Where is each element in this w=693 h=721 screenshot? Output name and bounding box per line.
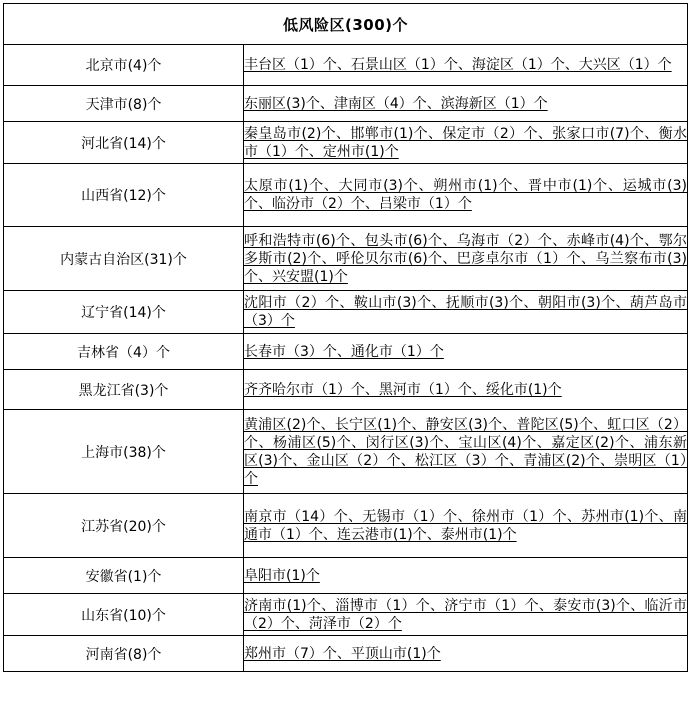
region-detail-text: 南京市（14）个、无锡市（1）个、徐州市（1）个、苏州市(1)个、南通市（1）个、连云港市(1)个、泰州市(1)个 — [244, 508, 687, 543]
region-name: 北京市(4)个 — [4, 45, 244, 86]
low-risk-table — [3, 3, 688, 672]
region-detail — [244, 636, 688, 672]
table-row — [4, 494, 688, 558]
region-detail — [244, 558, 688, 594]
region-detail-text: 呼和浩特市(6)个、包头市(6)个、乌海市（2）个、赤峰市(4)个、鄂尔多斯市(2)个、呼伦贝尔市(6)个、巴彦卓尔市（1）个、乌兰察布市(3)个、兴安盟(1)个 — [244, 232, 687, 285]
region-detail-text: 济南市(1)个、淄博市（1）个、济宁市（1）个、泰安市(3)个、临沂市（2）个、菏泽市（2）个 — [244, 597, 687, 632]
table-row — [4, 636, 688, 672]
region-detail — [244, 164, 688, 227]
region-name: 内蒙古自治区(31)个 — [4, 227, 244, 291]
region-detail-text: 太原市(1)个、大同市(3)个、朔州市(1)个、晋中市(1)个、运城市(3)个、临汾市（2）个、吕梁市（1）个 — [244, 178, 687, 212]
region-name: 山西省(12)个 — [4, 164, 244, 227]
table-row — [4, 122, 688, 164]
region-detail-text: 阜阳市(1)个 — [244, 567, 320, 584]
table-row — [4, 86, 688, 122]
table-title: 低风险区(300)个 — [4, 4, 688, 45]
region-detail — [244, 45, 688, 86]
region-name: 吉林省（4）个 — [4, 334, 244, 370]
region-detail-text: 齐齐哈尔市（1）个、黑河市（1）个、绥化市(1)个 — [244, 381, 562, 398]
region-detail — [244, 122, 688, 164]
table-row — [4, 594, 688, 636]
region-detail — [244, 410, 688, 494]
region-detail — [244, 227, 688, 291]
table-row — [4, 164, 688, 227]
region-detail-text: 东丽区(3)个、津南区（4）个、滨海新区（1）个 — [244, 95, 548, 112]
region-name: 河北省(14)个 — [4, 122, 244, 164]
table-row — [4, 558, 688, 594]
region-name: 辽宁省(14)个 — [4, 291, 244, 334]
region-detail-text: 长春市（3）个、通化市（1）个 — [244, 343, 444, 360]
region-detail — [244, 86, 688, 122]
table-row — [4, 227, 688, 291]
region-name: 山东省(10)个 — [4, 594, 244, 636]
table-row — [4, 45, 688, 86]
table-row — [4, 334, 688, 370]
region-name: 黑龙江省(3)个 — [4, 370, 244, 410]
region-detail — [244, 291, 688, 334]
region-detail-text: 黄浦区(2)个、长宁区(1)个、静安区(3)个、普陀区(5)个、虹口区（2）个、杨浦区(5)个、闵行区(3)个、宝山区(4)个、嘉定区(2)个、浦东新区(3)个、金山区（2）个、松江区（3）个、青浦区(2)个、崇明区（1）个 — [244, 416, 687, 487]
region-detail — [244, 594, 688, 636]
region-detail — [244, 370, 688, 410]
region-detail-text: 郑州市（7）个、平顶山市(1)个 — [244, 645, 441, 662]
table-row — [4, 410, 688, 494]
region-name: 江苏省(20)个 — [4, 494, 244, 558]
region-name: 安徽省(1)个 — [4, 558, 244, 594]
region-detail — [244, 494, 688, 558]
region-detail-text: 秦皇岛市(2)个、邯郸市(1)个、保定市（2）个、张家口市(7)个、衡水市（1）个、定州市(1)个 — [244, 125, 687, 160]
region-name: 河南省(8)个 — [4, 636, 244, 672]
region-name: 天津市(8)个 — [4, 86, 244, 122]
region-name: 上海市(38)个 — [4, 410, 244, 494]
table-row — [4, 370, 688, 410]
region-detail-text: 沈阳市（2）个、鞍山市(3)个、抚顺市(3)个、朝阳市(3)个、葫芦岛市（3）个 — [244, 295, 687, 329]
table-row — [4, 291, 688, 334]
region-detail-text: 丰台区（1）个、石景山区（1）个、海淀区（1）个、大兴区（1）个 — [244, 57, 672, 73]
region-detail — [244, 334, 688, 370]
table-title-row — [4, 4, 688, 45]
